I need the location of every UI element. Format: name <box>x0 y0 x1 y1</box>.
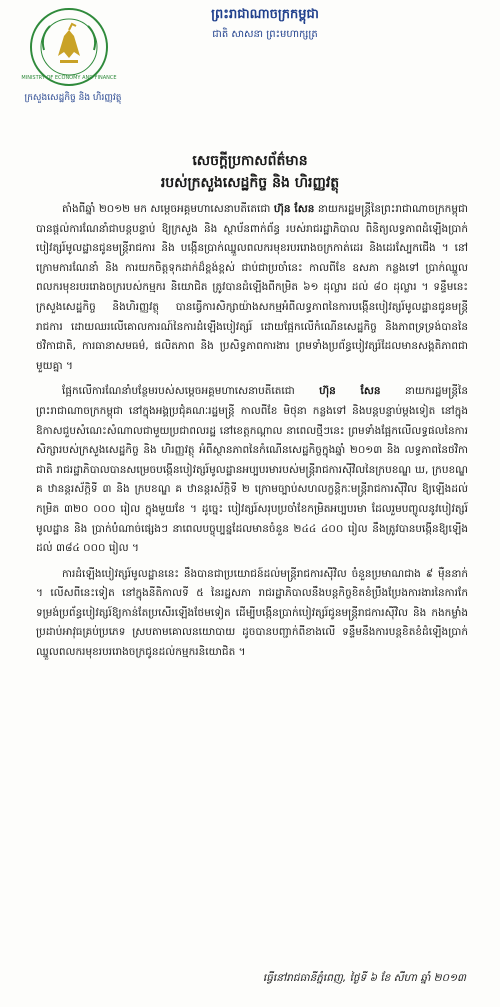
person-name: ហ៊ុន សែន <box>273 203 315 215</box>
person-name: ហ៊ុន សែន <box>319 385 381 398</box>
svg-text:MINISTRY OF ECONOMY AND FINANC: MINISTRY OF ECONOMY AND FINANCE <box>21 75 117 81</box>
kingdom-motto: ជាតិ សាសនា ព្រះមហាក្សត្រ <box>212 29 318 40</box>
title-line-1: សេចក្តីប្រកាសព័ត៌មាន <box>192 153 308 169</box>
paragraph-1: តាំងពីឆ្នាំ ២០១២ មក សម្តេចអគ្គមហាសេនាបតីតេជោ ហ៊ុន សែន នាយករដ្ឋមន្ត្រីនៃព្រះរាជាណាចក្រកម្ពុជា បានផ្តល់ការណែនាំជាបន្តបន្ទាប់ ឱ្យក្រសួង និង ស្ថាប័នពាក់ព័ន្ធ របស់រាជរដ្ឋាភិបាល ពិនិត្យលទ្ធភាពដំឡើងប្រាក់បៀវត្សរ៍មូលដ្ឋានជូនមន្ត្រីរាជការ និង បង្កើនប្រាក់ឈ្នួលពលករមុខរបររោងចក្រកាត់ដេរ និងដេរស្បែកជើង ។ នៅក្រោមការណែនាំ និង ការយកចិត្តទុកដាក់ដ៏ខ្ពង់ខ្ពស់ ជាប់ជាប្រចាំនេះ កាលពីខែ ឧសភា កន្លងទៅ ប្រាក់ឈ្នួលពលករមុខរបររោងចក្ររបស់កម្មករ និយោជិត ត្រូវបានដំឡើងពីកម្រិត ៦១ ដុល្លារ ដល់ ៨០ ដុល្លារ ។ ទន្ទឹមនេះ ក្រសួងសេដ្ឋកិច្ច និងហិរញ្ញវត្ថុ បានធ្វើការសិក្សាយ៉ាងសកម្មអំពីលទ្ធភាពនៃការបង្កើនបៀវត្សរ៍មូលដ្ឋានជូនមន្ត្រីរាជការ ដោយឈរលើគោលការណ៍នៃការដំឡើងបៀវត្សរ៍ ដោយផ្អែកលើកំណើនសេដ្ឋកិច្ច និងភាពទ្រទ្រង់បាននៃថវិកាជាតិ, ការធានាសមធម៌, ផលិតភាព និង ប្រសិទ្ធភាពការងារ ព្រមទាំងប្រព័ន្ធបៀវត្សរ៍ដែលមានសង្គតិភាពជាមួយគ្នា ។ <box>36 203 468 372</box>
paragraph-3: ការដំឡើងបៀវត្សរ៍មូលដ្ឋាននេះ នឹងបានជាប្រយោជន៍ដល់មន្ត្រីរាជការស៊ីវិល ចំនួនប្រមាណជាង ៩ ម៉ឺននាក់ ។ លើសពីនេះទៀត នៅក្នុងនីតិកាលទី ៥ នៃរដ្ឋសភា រាជរដ្ឋាភិបាលនឹងបន្តកិច្ចខិតខំប្រឹងប្រែងការងារនៃការកែទម្រង់ប្រព័ន្ធបៀវត្សរ៍ឱ្យកាន់តែប្រសើរឡើងថែមទៀត ដើម្បីបង្កើនប្រាក់បៀវត្សរ៍ជូនមន្ត្រីរាជការស៊ីវិល និង កងកម្លាំងប្រដាប់អាវុធគ្រប់ប្រភេទ ស្របតាមគោលនយោបាយ ដូចបានបញ្ជាក់ពីខាងលើ ទន្ទឹមនឹងការបន្តខិតខំដំឡើងប្រាក់ឈ្នួលពលករមុខរបររោងចក្រជូនដល់កម្មករនិយោជិត ។ <box>36 567 468 659</box>
document-body <box>36 200 468 669</box>
ministry-name: ក្រសួងសេដ្ឋកិច្ច និង ហិរញ្ញវត្ថុ <box>24 93 122 103</box>
document-title <box>0 150 500 194</box>
kingdom-title: ព្រះរាជាណាចក្រកម្ពុជា <box>211 7 319 22</box>
title-line-2: របស់ក្រសួងសេដ្ឋកិច្ច និង ហិរញ្ញវត្ថុ <box>160 175 340 191</box>
ministry-logo <box>21 6 117 88</box>
kingdom-header <box>150 6 380 42</box>
paragraph-2: ផ្អែកលើការណែនាំបន្ថែមរបស់សម្តេចអគ្គមហាសេនាបតីតេជោ ហ៊ុន សែន នាយករដ្ឋមន្ត្រីនៃព្រះរាជាណាចក្រកម្ពុជា នៅក្នុងអង្គប្រជុំគណៈរដ្ឋមន្ត្រី កាលពីខែ មិថុនា កន្លងទៅ និងបន្តបន្ទាប់ម្តងទៀត នៅក្នុងឱកាសជួបសំណេះសំណាលជាមួយប្រជាពលរដ្ឋ នៅខេត្តកណ្តាល នាពេលថ្មីៗនេះ ព្រមទាំងផ្អែកលើលទ្ធផលនៃការសិក្សារបស់ក្រសួងសេដ្ឋកិច្ច និង ហិរញ្ញវត្ថុ អំពីស្ថានភាពនៃកំណើនសេដ្ឋកិច្ចក្នុងឆ្នាំ ២០១៣ និង លទ្ធភាពនៃថវិកាជាតិ រាជរដ្ឋាភិបាលបានសម្រេចបង្កើនបៀវត្សរ៍មូលដ្ឋានអប្បបរមារបស់មន្ត្រីរាជការស៊ីវិលនៃក្របខណ្ឌ ឃ, ក្របខណ្ឌ គ ឋានន្តរស័ក្តិទី ៣ និង ក្របខណ្ឌ គ ឋានន្តរស័ក្តិទី ២ ក្រោមច្បាប់សហលក្ខន្តិកៈមន្ត្រីរាជការស៊ីវិល ឱ្យឡើងដល់កម្រិត ៣២០ ០០០ រៀល ក្នុងមួយខែ ។ ដូច្នេះ បៀវត្សរ៍សរុបប្រចាំខែកម្រិតអប្បបរមា ដែលរួមបញ្ចូលនូវបៀវត្សរ៍មូលដ្ឋាន និង ប្រាក់បំណាច់ផ្សេងៗ នាពេលបច្ចុប្បន្នដែលមានចំនួន ២៤៤ ៤០០ រៀល នឹងត្រូវបានបង្កើនឱ្យឡើងដល់ ៣៨៤ ០០០ រៀល ។ <box>36 385 468 555</box>
place-date: ធ្វើនៅរាជធានីភ្នំពេញ, ថ្ងៃទី ៦ ខែ សីហា ឆ្នាំ ២០១៣ <box>262 972 466 984</box>
